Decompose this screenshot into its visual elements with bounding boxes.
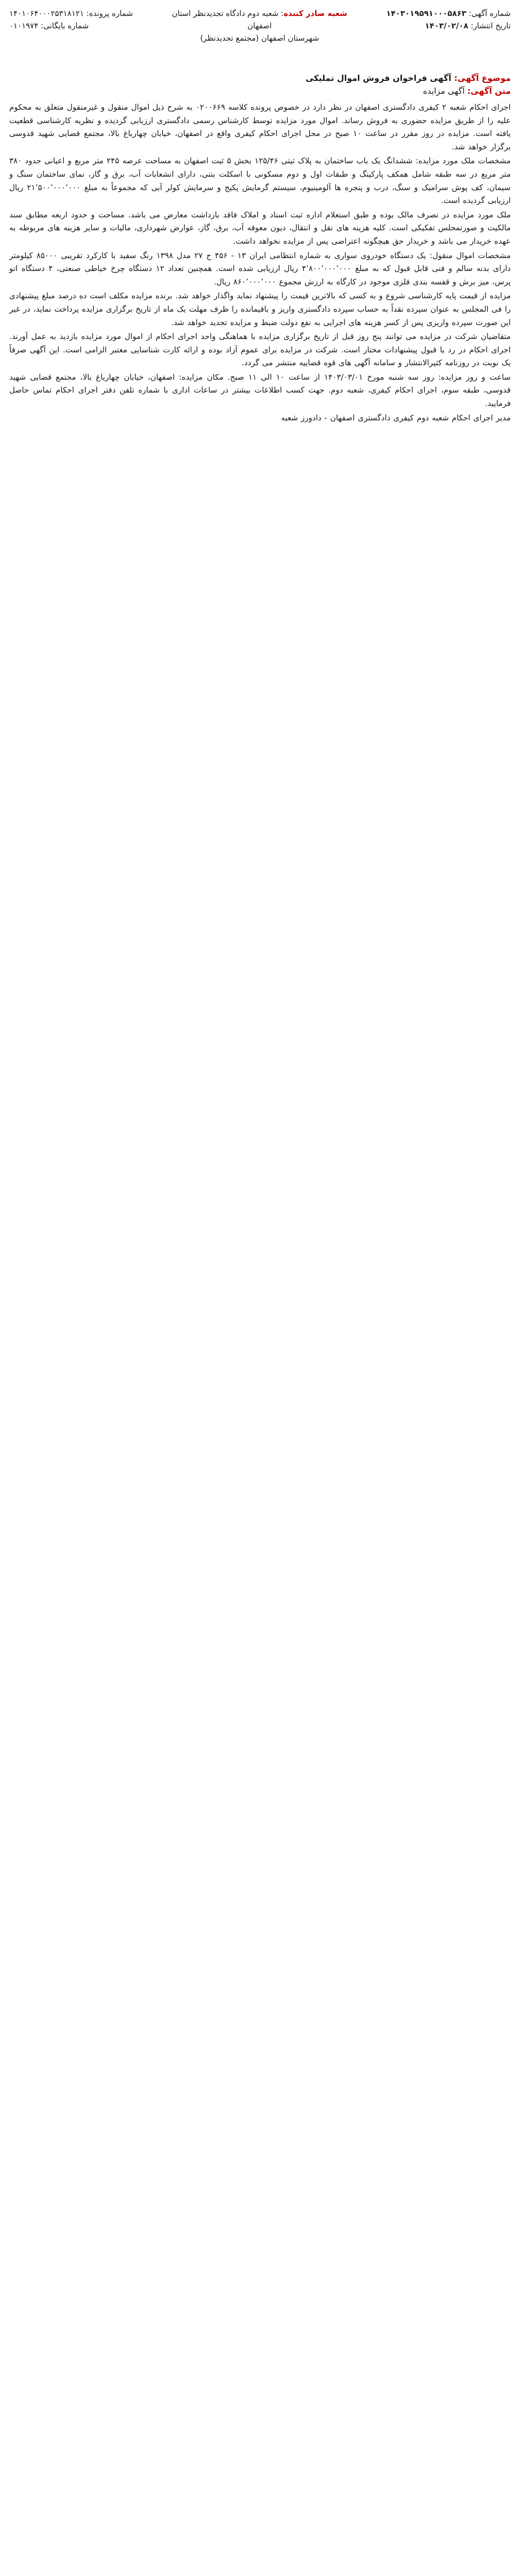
notice-subject-2 (9, 86, 511, 96)
ref-label: شماره پرونده (89, 9, 133, 18)
ad-number-label: شماره آگهی (471, 9, 511, 18)
ad-meta: شماره آگهی: ۱۴۰۳۰۱۹۵۹۱۰۰۰۵۸۶۳ تاریخ انتشار: ۱۴۰۳/۰۲/۰۸ (386, 9, 511, 30)
subject-label: موضوع آگهی: (454, 73, 511, 83)
ad-date-label: تاریخ انتشار (473, 21, 511, 30)
ref-value-2: ۰۱۰۱۹۷۴ (9, 21, 39, 30)
subject2-value: آگهی مزایده (423, 86, 465, 96)
subject-value: آگهی فراخوان فروش اموال تملیکی (305, 73, 452, 83)
notice-paragraph: ملک مورد مزایده در تصرف مالک بوده و طبق استعلام اداره ثبت اسناد و املاک فاقد بازداشت معارض می باشد. مساحت و حدود اربعه مطابق سند مالکیت و صورتمجلس تفکیکی است. کلیه هزینه های نقل و انتقال، دیون معوقه آب، برق، گاز، عوارض شهرداری، مالیات و سایر هزینه های مربوطه به عهده خریدار می باشد و خریدار حق هیچگونه اعتراضی پس از مزایده نخواهد داشت. (9, 210, 511, 246)
case-label: شعبه صادر کننده (283, 9, 348, 18)
case-value: شعبه دوم دادگاه تجدیدنظر استان اصفهان (171, 9, 279, 30)
ad-date: ۱۴۰۳/۰۲/۰۸ (425, 21, 469, 30)
notice-paragraph: مزایده از قیمت پایه کارشناسی شروع و به کسی که بالاترین قیمت را پیشنهاد نماید واگذار خواهد شد. برنده مزایده مکلف است ده درصد مبلغ پیشنهادی را فی المجلس به عنوان سپرده نقداً به حساب سپرده دادگستری واریز و باقیمانده را ظرف مهلت یک ماه از تاریخ برگزاری مزایده پرداخت نماید، در غیر این صورت سپرده واریزی پس از کسر هزینه های اجرایی به نفع دولت ضبط و مزایده تجدید خواهد شد. (9, 291, 511, 327)
notice-paragraph: مشخصات اموال منقول: یک دستگاه خودروی سواری به شماره انتظامی ایران ۱۳ - ۴۵۶ ج ۲۷ مدل ۱۳۹۸ رنگ سفید با کارکرد تقریبی ۸۵۰۰۰ کیلومتر دارای بدنه سالم و فنی قابل قبول که به مبلغ ۴٬۸۰۰٬۰۰۰٬۰۰۰ ریال ارزیابی شده است. همچنین تعداد ۱۲ دستگاه چرخ خیاطی صنعتی، ۴ دستگاه اتو پرس، میز برش و قفسه بندی فلزی موجود در کارگاه به ارزش مجموع ۸۶۰٬۰۰۰٬۰۰۰ ریال. (9, 250, 511, 286)
subject2-label: متن آگهی: (467, 86, 511, 96)
notice-subject (9, 73, 511, 83)
notice-paragraph: مدیر اجرای احکام شعبه دوم کیفری دادگستری اصفهان - دادورز شعبه (281, 413, 511, 422)
ad-number: ۱۴۰۳۰۱۹۵۹۱۰۰۰۵۸۶۳ (386, 9, 466, 18)
ref-label-2: شماره بایگانی (43, 21, 89, 30)
ref-info: شماره پرونده: ۱۴۰۱۰۶۴۰۰۰۲۵۳۱۸۱۲۱ شماره بایگانی: ۰۱۰۱۹۷۴ (9, 9, 133, 30)
notice-paragraph: مشخصات ملک مورد مزایده: ششدانگ یک باب ساختمان به پلاک ثبتی ۱۲۵/۴۶ بخش ۵ ثبت اصفهان به مساحت عرصه ۲۴۵ متر مربع و اعیانی حدود ۳۸۰ متر مربع در سه طبقه شامل همکف پارکینگ و طبقات اول و دوم مسکونی با اسکلت بتنی، دارای انشعابات آب، برق و گاز، نمای ساختمان سنگ و سیمان، کف پوش سرامیک و سنگ، درب و پنجره ها آلومینیوم، سیستم گرمایش پکیج و سرمایش کولر آبی که مجموعاً به مبلغ ۲۱٬۵۰۰٬۰۰۰٬۰۰۰ ریال ارزیابی گردیده است. (9, 156, 511, 206)
case-info: شعبه صادر کننده: شعبه دوم دادگاه تجدیدنظر استان اصفهان شهرستان اصفهان (مجتمع تجدیدنظر) (162, 7, 357, 44)
notice-paragraph: متقاضیان شرکت در مزایده می توانند پنج روز قبل از تاریخ برگزاری مزایده با هماهنگی واحد اجرای احکام از اموال مورد مزایده بازدید به عمل آورند. اجرای احکام در رد یا قبول پیشنهادات مختار است. شرکت در مزایده برای عموم آزاد بوده و ارائه کارت شناسایی معتبر الزامی است. این آگهی صرفاً یک نوبت در روزنامه کثیرالانتشار و سامانه آگهی های قوه قضاییه منتشر می گردد. (9, 332, 511, 368)
notice-paragraph: اجرای احکام شعبه ۲ کیفری دادگستری اصفهان در نظر دارد در خصوص پرونده کلاسه ۰۲۰۰۶۶۹ به شرح ذیل اموال منقول و غیرمنقول متعلق به محکوم علیه را از طریق مزایده حضوری به فروش رساند. اموال مورد مزایده توسط کارشناس رسمی دادگستری ارزیابی گردیده و نظریه کارشناسی قطعیت یافته است. مزایده در روز مقرر در ساعت ۱۰ صبح در محل اجرای احکام کیفری واقع در اصفهان، خیابان چهارباغ بالا، مجتمع قضایی شهید قدوسی برگزار خواهد شد. (9, 103, 511, 151)
notice-body (9, 101, 511, 425)
notice-paragraph: ساعت و روز مزایده: روز سه شنبه مورخ ۱۴۰۳/۰۳/۰۱ از ساعت ۱۰ الی ۱۱ صبح. مکان مزایده: اصفهان، خیابان چهارباغ بالا، مجتمع قضایی شهید قدوسی، طبقه سوم، اجرای احکام کیفری، شعبه دوم. جهت کسب اطلاعات بیشتر در ساعات اداری با شماره تلفن دفتر اجرای احکام تماس حاصل فرمایید. (9, 372, 511, 409)
ref-value: ۱۴۰۱۰۶۴۰۰۰۲۵۳۱۸۱۲۱ (9, 9, 84, 18)
notice-header (9, 7, 511, 69)
court-line: شهرستان اصفهان (مجتمع تجدیدنظر) (200, 33, 319, 43)
